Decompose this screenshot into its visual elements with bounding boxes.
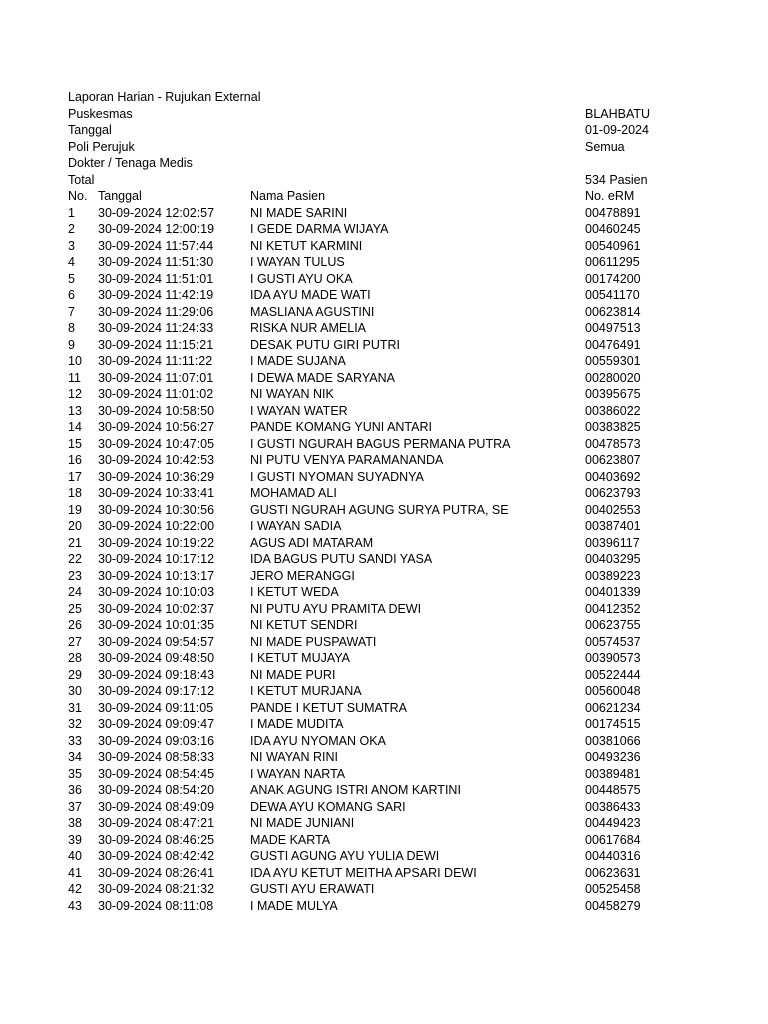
table-row xyxy=(68,683,768,700)
cell-nama-pasien: I MADE SUJANA xyxy=(250,354,346,368)
cell-nama-pasien: I KETUT MURJANA xyxy=(250,684,362,698)
meta-row-dokter xyxy=(68,155,768,172)
cell-no: 29 xyxy=(68,667,82,682)
cell-no: 33 xyxy=(68,733,82,748)
cell-no: 5 xyxy=(68,271,75,286)
table-row xyxy=(68,502,768,519)
table-row xyxy=(68,205,768,222)
table-row xyxy=(68,749,768,766)
cell-tanggal: 30-09-2024 10:02:37 xyxy=(98,601,215,616)
cell-tanggal: 30-09-2024 11:11:22 xyxy=(98,354,213,368)
table-row xyxy=(68,815,768,832)
cell-no-erm: 00174515 xyxy=(585,717,641,731)
cell-no: 37 xyxy=(68,799,82,814)
table-row xyxy=(68,733,768,750)
table-row xyxy=(68,469,768,486)
cell-nama-pasien: NI MADE PUSPAWATI xyxy=(250,634,377,649)
table-row xyxy=(68,485,768,502)
cell-tanggal: 30-09-2024 11:57:44 xyxy=(98,238,214,253)
cell-tanggal: 30-09-2024 08:54:45 xyxy=(98,766,215,781)
table-row xyxy=(68,518,768,535)
meta-label: Tanggal xyxy=(68,123,112,137)
cell-tanggal: 30-09-2024 08:58:33 xyxy=(98,750,215,764)
cell-nama-pasien: I WAYAN SADIA xyxy=(250,519,342,533)
cell-no: 6 xyxy=(68,288,75,302)
cell-no: 30 xyxy=(68,684,82,698)
cell-nama-pasien: I MADE MUDITA xyxy=(250,717,344,731)
cell-no-erm: 00403295 xyxy=(585,552,641,566)
table-row xyxy=(68,782,768,799)
meta-label: Poli Perujuk xyxy=(68,139,135,154)
cell-nama-pasien: GUSTI AYU ERAWATI xyxy=(250,882,375,896)
cell-tanggal: 30-09-2024 11:51:30 xyxy=(98,255,214,269)
table-row xyxy=(68,601,768,618)
cell-no-erm: 00560048 xyxy=(585,684,641,698)
cell-nama-pasien: NI MADE SARINI xyxy=(250,205,348,220)
meta-row-puskesmas xyxy=(68,106,768,123)
cell-no: 39 xyxy=(68,832,82,847)
table-row xyxy=(68,881,768,898)
cell-tanggal: 30-09-2024 11:07:01 xyxy=(98,370,214,385)
cell-nama-pasien: DESAK PUTU GIRI PUTRI xyxy=(250,337,401,352)
cell-no: 10 xyxy=(68,354,82,368)
cell-tanggal: 30-09-2024 08:49:09 xyxy=(98,799,215,814)
table-row xyxy=(68,452,768,469)
cell-no: 27 xyxy=(68,634,82,649)
meta-value: 534 Pasien xyxy=(585,172,648,187)
cell-no-erm: 00611295 xyxy=(585,255,640,269)
cell-no-erm: 00389481 xyxy=(585,766,641,781)
cell-nama-pasien: IDA AYU NYOMAN OKA xyxy=(250,733,386,748)
cell-nama-pasien: NI MADE JUNIANI xyxy=(250,816,355,830)
report-title: Laporan Harian - Rujukan External xyxy=(68,90,261,104)
cell-no: 11 xyxy=(68,370,81,385)
col-header-tanggal: Tanggal xyxy=(98,189,142,203)
cell-tanggal: 30-09-2024 08:42:42 xyxy=(98,849,215,863)
cell-tanggal: 30-09-2024 09:09:47 xyxy=(98,717,215,731)
cell-no-erm: 00458279 xyxy=(585,898,641,913)
cell-tanggal: 30-09-2024 10:22:00 xyxy=(98,519,215,533)
cell-no: 32 xyxy=(68,717,82,731)
cell-tanggal: 30-09-2024 10:30:56 xyxy=(98,502,215,517)
cell-nama-pasien: AGUS ADI MATARAM xyxy=(250,535,374,550)
cell-nama-pasien: RISKA NUR AMELIA xyxy=(250,321,367,335)
cell-no: 14 xyxy=(68,420,82,434)
cell-no: 18 xyxy=(68,486,82,500)
cell-no: 20 xyxy=(68,519,82,533)
cell-no-erm: 00440316 xyxy=(585,849,641,863)
cell-no-erm: 00574537 xyxy=(585,634,641,649)
table-row xyxy=(68,254,768,271)
cell-no-erm: 00381066 xyxy=(585,733,641,748)
cell-no: 12 xyxy=(68,387,82,401)
cell-no-erm: 00401339 xyxy=(585,585,641,599)
cell-no-erm: 00412352 xyxy=(585,601,641,616)
cell-nama-pasien: I GEDE DARMA WIJAYA xyxy=(250,222,389,236)
cell-tanggal: 30-09-2024 10:13:17 xyxy=(98,568,215,583)
table-row xyxy=(68,221,768,238)
cell-nama-pasien: NI PUTU VENYA PARAMANANDA xyxy=(250,453,444,467)
cell-no: 17 xyxy=(68,469,82,484)
cell-no-erm: 00280020 xyxy=(585,370,641,385)
cell-no-erm: 00623807 xyxy=(585,453,641,467)
cell-no: 7 xyxy=(68,304,75,319)
cell-no: 36 xyxy=(68,783,82,797)
cell-no-erm: 00476491 xyxy=(585,337,641,352)
table-row xyxy=(68,634,768,651)
cell-tanggal: 30-09-2024 10:36:29 xyxy=(98,469,215,484)
meta-label: Total xyxy=(68,172,95,187)
cell-tanggal: 30-09-2024 08:26:41 xyxy=(98,865,215,880)
cell-no-erm: 00386022 xyxy=(585,403,641,418)
cell-nama-pasien: JERO MERANGGI xyxy=(250,568,355,583)
cell-no-erm: 00478891 xyxy=(585,205,641,220)
cell-tanggal: 30-09-2024 09:18:43 xyxy=(98,667,215,682)
cell-tanggal: 30-09-2024 08:21:32 xyxy=(98,882,215,896)
cell-tanggal: 30-09-2024 12:02:57 xyxy=(98,205,215,220)
cell-no-erm: 00623631 xyxy=(585,865,641,880)
cell-nama-pasien: I GUSTI NYOMAN SUYADNYA xyxy=(250,469,424,484)
cell-tanggal: 30-09-2024 10:33:41 xyxy=(98,486,215,500)
meta-row-total xyxy=(68,172,768,189)
col-header-no: No. xyxy=(68,189,88,203)
cell-no-erm: 00541170 xyxy=(585,288,640,302)
cell-tanggal: 30-09-2024 09:03:16 xyxy=(98,733,215,748)
cell-nama-pasien: GUSTI NGURAH AGUNG SURYA PUTRA, SE xyxy=(250,502,509,517)
table-row xyxy=(68,799,768,816)
cell-no: 42 xyxy=(68,882,82,896)
cell-no-erm: 00623755 xyxy=(585,618,641,632)
cell-nama-pasien: IDA AYU KETUT MEITHA APSARI DEWI xyxy=(250,865,477,880)
cell-tanggal: 30-09-2024 09:11:05 xyxy=(98,700,214,715)
table-row xyxy=(68,304,768,321)
cell-nama-pasien: I KETUT WEDA xyxy=(250,585,339,599)
cell-nama-pasien: NI WAYAN RINI xyxy=(250,750,338,764)
cell-nama-pasien: I DEWA MADE SARYANA xyxy=(250,370,395,385)
cell-no: 31 xyxy=(68,700,82,715)
table-row xyxy=(68,766,768,783)
cell-tanggal: 30-09-2024 08:47:21 xyxy=(98,816,215,830)
cell-nama-pasien: MADE KARTA xyxy=(250,832,331,847)
cell-no: 4 xyxy=(68,255,75,269)
table-row xyxy=(68,238,768,255)
cell-no-erm: 00478573 xyxy=(585,436,641,451)
cell-no: 38 xyxy=(68,816,82,830)
table-row xyxy=(68,584,768,601)
table-row xyxy=(68,353,768,370)
table-row xyxy=(68,535,768,552)
meta-value: Semua xyxy=(585,139,625,154)
meta-value: 01-09-2024 xyxy=(585,123,649,137)
cell-no-erm: 00390573 xyxy=(585,651,641,665)
cell-nama-pasien: MASLIANA AGUSTINI xyxy=(250,304,375,319)
cell-nama-pasien: NI KETUT SENDRI xyxy=(250,618,358,632)
cell-no: 41 xyxy=(68,865,82,880)
table-row xyxy=(68,650,768,667)
meta-label: Dokter / Tenaga Medis xyxy=(68,156,193,170)
cell-no: 16 xyxy=(68,453,82,467)
cell-no-erm: 00448575 xyxy=(585,783,641,797)
table-row xyxy=(68,320,768,337)
cell-no-erm: 00522444 xyxy=(585,667,641,682)
cell-no: 23 xyxy=(68,568,82,583)
table-row xyxy=(68,287,768,304)
cell-no: 3 xyxy=(68,238,75,253)
cell-tanggal: 30-09-2024 11:51:01 xyxy=(98,271,214,286)
cell-tanggal: 30-09-2024 11:15:21 xyxy=(98,337,214,352)
table-row xyxy=(68,716,768,733)
cell-nama-pasien: PANDE I KETUT SUMATRA xyxy=(250,700,407,715)
cell-no-erm: 00559301 xyxy=(585,354,641,368)
cell-tanggal: 30-09-2024 10:10:03 xyxy=(98,585,215,599)
cell-no: 25 xyxy=(68,601,82,616)
report-title-line xyxy=(68,89,768,106)
cell-no-erm: 00540961 xyxy=(585,238,641,253)
cell-tanggal: 30-09-2024 11:42:19 xyxy=(98,288,214,302)
cell-no-erm: 00621234 xyxy=(585,700,641,715)
cell-no-erm: 00387401 xyxy=(585,519,641,533)
cell-no: 8 xyxy=(68,321,75,335)
cell-nama-pasien: I GUSTI NGURAH BAGUS PERMANA PUTRA xyxy=(250,436,511,451)
cell-nama-pasien: I WAYAN TULUS xyxy=(250,255,345,269)
cell-no-erm: 00449423 xyxy=(585,816,641,830)
cell-nama-pasien: NI MADE PURI xyxy=(250,667,336,682)
table-row xyxy=(68,337,768,354)
table-row xyxy=(68,667,768,684)
cell-tanggal: 30-09-2024 10:01:35 xyxy=(98,618,215,632)
cell-tanggal: 30-09-2024 10:56:27 xyxy=(98,420,215,434)
col-header-erm: No. eRM xyxy=(585,189,635,203)
cell-nama-pasien: I WAYAN NARTA xyxy=(250,766,346,781)
cell-no: 26 xyxy=(68,618,82,632)
cell-no: 1 xyxy=(68,205,75,220)
cell-no-erm: 00396117 xyxy=(585,535,640,550)
table-row xyxy=(68,832,768,849)
cell-tanggal: 30-09-2024 10:42:53 xyxy=(98,453,215,467)
cell-no: 9 xyxy=(68,337,75,352)
cell-no: 15 xyxy=(68,436,82,451)
cell-no: 13 xyxy=(68,403,82,418)
cell-no-erm: 00383825 xyxy=(585,420,641,434)
table-row xyxy=(68,898,768,915)
meta-value: BLAHBATU xyxy=(585,106,651,121)
cell-nama-pasien: PANDE KOMANG YUNI ANTARI xyxy=(250,420,432,434)
meta-row-tanggal xyxy=(68,122,768,139)
cell-nama-pasien: NI PUTU AYU PRAMITA DEWI xyxy=(250,601,422,616)
cell-nama-pasien: I KETUT MUJAYA xyxy=(250,651,351,665)
cell-nama-pasien: DEWA AYU KOMANG SARI xyxy=(250,799,406,814)
cell-no: 21 xyxy=(68,535,82,550)
cell-nama-pasien: I WAYAN WATER xyxy=(250,403,348,418)
meta-row-poli xyxy=(68,139,768,156)
table-row xyxy=(68,370,768,387)
table-row xyxy=(68,617,768,634)
cell-tanggal: 30-09-2024 09:54:57 xyxy=(98,634,215,649)
cell-no-erm: 00617684 xyxy=(585,832,641,847)
cell-tanggal: 30-09-2024 11:29:06 xyxy=(98,304,214,319)
cell-tanggal: 30-09-2024 11:24:33 xyxy=(98,321,214,335)
cell-tanggal: 30-09-2024 08:54:20 xyxy=(98,783,215,797)
table-header-row xyxy=(68,188,768,205)
cell-no: 22 xyxy=(68,552,82,566)
table-row xyxy=(68,419,768,436)
cell-nama-pasien: ANAK AGUNG ISTRI ANOM KARTINI xyxy=(250,783,461,797)
cell-no-erm: 00460245 xyxy=(585,222,641,236)
cell-tanggal: 30-09-2024 09:17:12 xyxy=(98,684,215,698)
table-row xyxy=(68,848,768,865)
cell-no-erm: 00174200 xyxy=(585,271,641,286)
cell-tanggal: 30-09-2024 09:48:50 xyxy=(98,651,215,665)
cell-nama-pasien: IDA BAGUS PUTU SANDI YASA xyxy=(250,552,433,566)
cell-nama-pasien: NI WAYAN NIK xyxy=(250,387,334,401)
cell-no-erm: 00402553 xyxy=(585,502,641,517)
cell-tanggal: 30-09-2024 10:47:05 xyxy=(98,436,215,451)
table-row xyxy=(68,865,768,882)
table-row xyxy=(68,568,768,585)
cell-nama-pasien: GUSTI AGUNG AYU YULIA DEWI xyxy=(250,849,440,863)
table-row xyxy=(68,436,768,453)
cell-no: 43 xyxy=(68,898,82,913)
cell-no: 34 xyxy=(68,750,82,764)
cell-no-erm: 00623793 xyxy=(585,486,641,500)
cell-tanggal: 30-09-2024 10:17:12 xyxy=(98,552,215,566)
cell-no: 2 xyxy=(68,222,75,236)
cell-nama-pasien: MOHAMAD ALI xyxy=(250,486,337,500)
cell-nama-pasien: I MADE MULYA xyxy=(250,898,338,913)
cell-no-erm: 00386433 xyxy=(585,799,641,814)
cell-tanggal: 30-09-2024 08:46:25 xyxy=(98,832,215,847)
cell-nama-pasien: NI KETUT KARMINI xyxy=(250,238,363,253)
cell-no: 40 xyxy=(68,849,82,863)
meta-label: Puskesmas xyxy=(68,106,133,121)
cell-tanggal: 30-09-2024 10:58:50 xyxy=(98,403,215,418)
table-row xyxy=(68,551,768,568)
cell-nama-pasien: I GUSTI AYU OKA xyxy=(250,271,353,286)
table-row xyxy=(68,700,768,717)
cell-no: 24 xyxy=(68,585,82,599)
cell-no-erm: 00395675 xyxy=(585,387,641,401)
cell-no-erm: 00493236 xyxy=(585,750,641,764)
table-row xyxy=(68,403,768,420)
cell-tanggal: 30-09-2024 08:11:08 xyxy=(98,898,214,913)
table-row xyxy=(68,386,768,403)
cell-no-erm: 00525458 xyxy=(585,882,641,896)
cell-tanggal: 30-09-2024 12:00:19 xyxy=(98,222,215,236)
cell-no-erm: 00389223 xyxy=(585,568,641,583)
cell-no: 28 xyxy=(68,651,82,665)
cell-no: 35 xyxy=(68,766,82,781)
cell-no: 19 xyxy=(68,502,82,517)
table-row xyxy=(68,271,768,288)
cell-no-erm: 00497513 xyxy=(585,321,641,335)
cell-tanggal: 30-09-2024 11:01:02 xyxy=(98,387,214,401)
cell-tanggal: 30-09-2024 10:19:22 xyxy=(98,535,215,550)
cell-nama-pasien: IDA AYU MADE WATI xyxy=(250,288,371,302)
cell-no-erm: 00403692 xyxy=(585,469,641,484)
cell-no-erm: 00623814 xyxy=(585,304,641,319)
col-header-nama: Nama Pasien xyxy=(250,189,326,203)
